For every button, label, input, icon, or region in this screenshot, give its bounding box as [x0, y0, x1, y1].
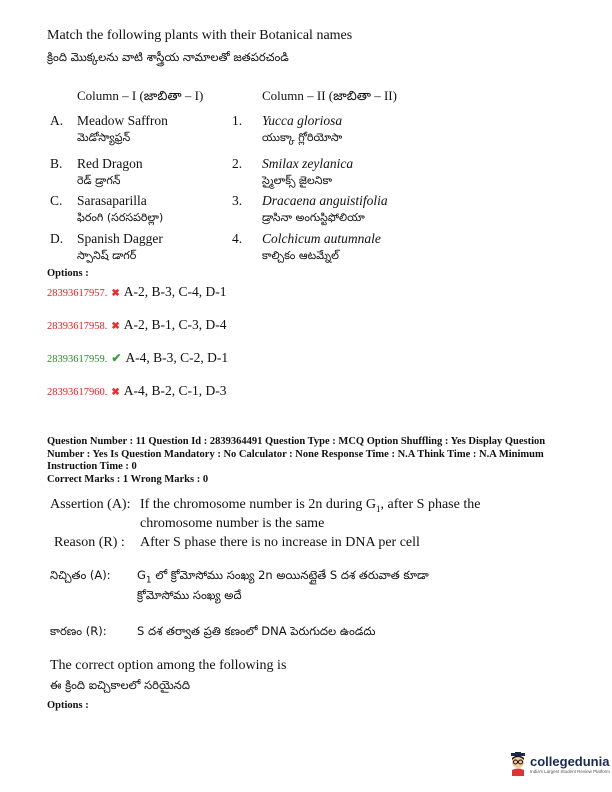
row-common-name-te: మెడోస్యాఫ్రన్ [77, 131, 131, 144]
reason-label-te: కారణం (R): [50, 624, 107, 638]
row-common-name: Sarasaparilla [77, 193, 147, 208]
option-text: A-2, B-1, C-3, D-4 [123, 317, 227, 332]
option-item[interactable] [47, 316, 227, 334]
row-number: 1. [232, 113, 243, 128]
assertion-text: If the chromosome number is 2n during $G_1$, after S phase the [140, 497, 481, 514]
assertion-label-te: నిచ్చితం (A): [50, 568, 111, 582]
option-id: 28393617957. [47, 288, 108, 299]
assertion-label: Assertion (A): [50, 497, 131, 512]
row-botanical-name-te: యుక్కా గ్లోరియోసా [262, 131, 343, 144]
question-marks: Correct Marks : 1 Wrong Marks : 0 [47, 474, 209, 485]
row-botanical-name: Yucca gloriosa [262, 113, 343, 128]
mascot-icon [508, 752, 528, 776]
row-common-name: Spanish Dagger [77, 231, 163, 246]
row-common-name-te: ఫిరంగి (సరసపరిల్లా) [77, 211, 164, 224]
check-icon: ✔ [111, 351, 122, 365]
row-common-name: Meadow Saffron [77, 113, 168, 128]
question-meta: Question Number : 11 Question Id : 2839364491 Question Type : MCQ Option Shuffling : Yes Display Question Number : Yes Is Question Mandatory : No Calculator : None Response Time : N.A Think Time : N.A Minimum Instruction Time : 0 [47, 436, 546, 472]
option-text: A-4, B-3, C-2, D-1 [125, 350, 229, 365]
option-item[interactable] [47, 283, 227, 301]
assertion-text-line2: chromosome number is the same [140, 516, 325, 531]
option-item[interactable] [47, 349, 228, 367]
logo-tagline: India's Largest Student Review Platform [530, 769, 610, 774]
row-botanical-name: Colchicum autumnale [262, 231, 381, 246]
cross-icon: ✖ [111, 321, 120, 332]
row-botanical-name-te: కాల్చికం ఆటమ్నేల్ [262, 249, 339, 262]
row-number: 2. [232, 156, 243, 171]
row-letter: B. [50, 156, 63, 171]
column-1-header: Column – I (జాబితా – I) [77, 88, 204, 103]
row-letter: D. [50, 231, 64, 246]
collegedunia-logo [508, 752, 610, 776]
question-intro-te: క్రింది మొక్కలను వాటి శాస్త్రీయ నామాలతో జతపరచండి [47, 50, 289, 64]
row-number: 3. [232, 193, 243, 208]
option-text: A-4, B-2, C-1, D-3 [123, 383, 227, 398]
row-botanical-name-te: డ్రాసినా అంగుస్టిఫోలియా [262, 211, 365, 224]
row-common-name-te: స్పానిష్ డాగర్ [77, 249, 137, 262]
reason-text: After S phase there is no increase in DNA per cell [140, 535, 420, 550]
row-letter: A. [50, 113, 64, 128]
row-botanical-name: Smilax zeylanica [262, 156, 354, 171]
option-id: 28393617960. [47, 387, 108, 398]
question-intro-en: Match the following plants with their Botanical names [47, 28, 353, 43]
option-id: 28393617958. [47, 321, 108, 332]
options-label: Options : [47, 268, 89, 279]
option-item[interactable] [47, 382, 227, 400]
row-botanical-name: Dracaena anguistifolia [262, 193, 388, 208]
assertion-text-te-line2: క్రోమోసోము సంఖ్య అదే [137, 588, 242, 602]
row-letter: C. [50, 193, 63, 208]
options-label-q11: Options : [47, 700, 89, 711]
reason-text-te: S దశ తర్వాత ప్రతి కణంలో DNA పెరుగుదల ఉండదు [137, 624, 376, 638]
row-common-name-te: రెడ్ డ్రాగన్ [77, 174, 121, 187]
reason-label: Reason (R) : [54, 535, 125, 550]
option-id: 28393617959. [47, 354, 108, 365]
column-2-header: Column – II (జాబితా – II) [262, 88, 397, 103]
cross-icon: ✖ [111, 387, 120, 398]
cross-icon: ✖ [111, 288, 120, 299]
row-number: 4. [232, 231, 243, 246]
row-botanical-name-te: స్మైలాక్స్ జైలనికా [262, 174, 333, 187]
row-common-name: Red Dragon [77, 156, 143, 171]
correct-option-prompt-te: ఈ క్రింది ఐచ్చికాలలో సరియైనది [50, 678, 190, 692]
option-text: A-2, B-3, C-4, D-1 [123, 284, 227, 299]
logo-name: collegedunia [530, 754, 610, 769]
correct-option-prompt: The correct option among the following is [50, 658, 287, 673]
assertion-text-te: $G_1$ లో క్రోమోసోము సంఖ్య 2n అయినట్లైతే S దశ తరువాత కూడా [137, 568, 429, 586]
